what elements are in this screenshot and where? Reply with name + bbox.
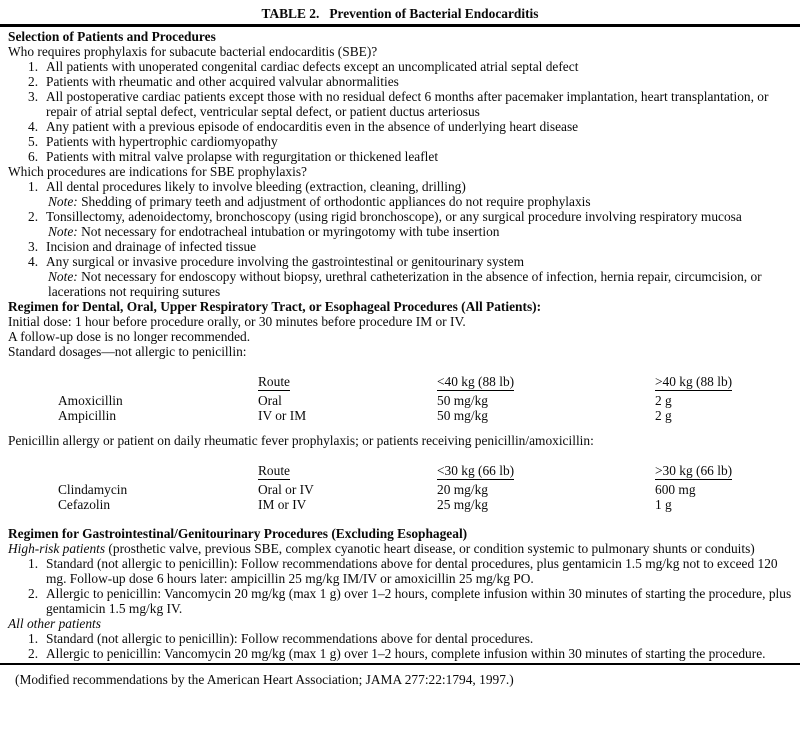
dosage-table-allergy	[8, 463, 792, 512]
col-header-under-40kg: <40 kg (88 lb)	[437, 373, 515, 389]
table-row	[8, 408, 792, 423]
item-text: Patients with mitral valve prolapse with regurgitation or thickened leaflet	[46, 148, 439, 164]
item-text: All patients with unoperated congenital cardiac defects except an uncomplicated atrial septal defect	[46, 58, 579, 74]
gi-highrisk-item-2	[28, 586, 792, 616]
cell-dose-large: 2 g	[655, 392, 672, 408]
col-header-route: Route	[258, 462, 290, 478]
note-line-2	[48, 224, 792, 239]
col-header-route: Route	[258, 373, 290, 389]
high-risk-text: (prosthetic valve, previous SBE, complex cyanotic heart disease, or condition systemic to pulmonary shunts or conduits)	[105, 540, 755, 556]
item-number: 2.	[28, 73, 39, 89]
dental-standard-dosages-line: Standard dosages—not allergic to penicillin:	[8, 343, 247, 359]
procedure-item-3	[28, 239, 792, 254]
cell-drug: Ampicillin	[58, 407, 117, 423]
procedure-item-2	[28, 209, 792, 224]
item-text: Allergic to penicillin: Vancomycin 20 mg/kg (max 1 g) over 1–2 hours, complete infusion within 30 minutes of starting the procedure, plus gentamicin 1.5 mg/kg IV.	[46, 585, 792, 616]
table-number-label: TABLE 2.	[261, 6, 320, 21]
gi-other-item-2	[28, 646, 792, 661]
cell-route: IV or IM	[258, 407, 307, 423]
cell-dose-large: 600 mg	[655, 481, 696, 497]
cell-route: Oral	[258, 392, 282, 408]
note-label: Note:	[48, 223, 78, 239]
cell-dose-large: 2 g	[655, 407, 672, 423]
note-line-3	[48, 269, 792, 299]
item-number: 2.	[28, 208, 39, 224]
document-page	[8, 6, 792, 687]
item-text: Tonsillectomy, adenoidectomy, bronchoscopy (using rigid bronchoscope), or any surgical procedure involving respiratory mucosa	[46, 208, 742, 224]
note-text: Not necessary for endotracheal intubation or myringotomy with tube insertion	[81, 223, 500, 239]
top-rule	[0, 24, 800, 27]
patient-criteria-item-5	[28, 134, 792, 149]
dental-initial-dose-line: Initial dose: 1 hour before procedure orally, or 30 minutes before procedure IM or IV.	[8, 313, 466, 329]
note-label: Note:	[48, 268, 78, 284]
cell-dose-small: 50 mg/kg	[437, 407, 488, 423]
item-number: 1.	[28, 178, 39, 194]
cell-dose-small: 20 mg/kg	[437, 481, 488, 497]
item-number: 4.	[28, 253, 39, 269]
col-header-over-30kg: >30 kg (66 lb)	[655, 462, 733, 478]
item-text: All postoperative cardiac patients except those with no residual defect 6 months after pacemaker implantation, heart transplantation, or repair of atrial septal defect, ventricular septal defect, or patient ductus arteriosus	[46, 88, 769, 119]
item-text: All dental procedures likely to involve bleeding (extraction, cleaning, drilling)	[46, 178, 466, 194]
cell-drug: Cefazolin	[58, 496, 111, 512]
patient-criteria-item-2	[28, 74, 792, 89]
item-text: Any patient with a previous episode of endocarditis even in the absence of underlying heart disease	[46, 118, 579, 134]
item-text: Incision and drainage of infected tissue	[46, 238, 257, 254]
all-other-patients-label: All other patients	[8, 615, 101, 631]
table-row	[8, 482, 792, 497]
table-header-empty	[8, 463, 258, 480]
item-text: Allergic to penicillin: Vancomycin 20 mg/kg (max 1 g) over 1–2 hours, complete infusion within 30 minutes of starting the procedure.	[46, 645, 766, 661]
col-header-under-30kg: <30 kg (66 lb)	[437, 462, 515, 478]
table-header-row	[8, 374, 792, 391]
item-number: 4.	[28, 118, 39, 134]
penicillin-allergy-line: Penicillin allergy or patient on daily rheumatic fever prophylaxis; or patients receiving penicillin/amoxicillin:	[8, 432, 594, 448]
table-row	[8, 393, 792, 408]
procedure-item-1	[28, 179, 792, 194]
item-number: 2.	[28, 585, 39, 601]
question-who-requires: Who requires prophylaxis for subacute bacterial endocarditis (SBE)?	[8, 43, 378, 59]
item-text: Patients with rheumatic and other acquired valvular abnormalities	[46, 73, 399, 89]
table-title-text: Prevention of Bacterial Endocarditis	[329, 6, 539, 21]
table-header-row	[8, 463, 792, 480]
item-number: 3.	[28, 238, 39, 254]
patient-criteria-item-3	[28, 89, 792, 119]
procedure-item-4	[28, 254, 792, 269]
note-label: Note:	[48, 193, 78, 209]
table-title	[8, 6, 792, 21]
high-risk-patients-line	[8, 541, 792, 556]
item-text: Standard (not allergic to penicillin): Follow recommendations above for dental procedures, plus gentamicin 1.5 mg/kg not to exceed 120 mg. Follow-up dose 6 hours later: ampicillin 25 mg/kg IM/IV or amoxicillin 25 mg/kg PO.	[46, 555, 778, 586]
col-header-over-40kg: >40 kg (88 lb)	[655, 373, 733, 389]
note-line-1	[48, 194, 792, 209]
item-number: 1.	[28, 58, 39, 74]
item-number: 1.	[28, 630, 39, 646]
section-heading-dental-regimen: Regimen for Dental, Oral, Upper Respiratory Tract, or Esophageal Procedures (All Patients):	[8, 298, 542, 314]
question-which-procedures: Which procedures are indications for SBE prophylaxis?	[8, 163, 307, 179]
table-row	[8, 497, 792, 512]
item-text: Patients with hypertrophic cardiomyopathy	[46, 133, 278, 149]
patient-criteria-item-4	[28, 119, 792, 134]
dosage-table-standard	[8, 374, 792, 423]
cell-drug: Amoxicillin	[58, 392, 123, 408]
patient-criteria-item-1	[28, 59, 792, 74]
section-heading-selection: Selection of Patients and Procedures	[8, 28, 216, 44]
item-number: 6.	[28, 148, 39, 164]
item-text: Any surgical or invasive procedure involving the gastrointestinal or genitourinary system	[46, 253, 524, 269]
gi-highrisk-item-1	[28, 556, 792, 586]
cell-drug: Clindamycin	[58, 481, 128, 497]
dental-followup-line: A follow-up dose is no longer recommended.	[8, 328, 251, 344]
item-text: Standard (not allergic to penicillin): Follow recommendations above for dental procedures.	[46, 630, 534, 646]
cell-dose-large: 1 g	[655, 496, 672, 512]
cell-dose-small: 25 mg/kg	[437, 496, 488, 512]
item-number: 3.	[28, 88, 39, 104]
cell-route: IM or IV	[258, 496, 307, 512]
patient-criteria-item-6	[28, 149, 792, 164]
cell-dose-small: 50 mg/kg	[437, 392, 488, 408]
bottom-rule	[0, 663, 800, 666]
high-risk-label: High-risk patients	[8, 540, 106, 556]
cell-route: Oral or IV	[258, 481, 314, 497]
note-text: Shedding of primary teeth and adjustment of orthodontic appliances do not require prophylaxis	[81, 193, 591, 209]
item-number: 2.	[28, 645, 39, 661]
section-heading-gi-regimen: Regimen for Gastrointestinal/Genitourinary Procedures (Excluding Esophageal)	[8, 525, 468, 541]
note-text: Not necessary for endoscopy without biopsy, urethral catheterization in the absence of infection, hernia repair, circumcision, or lacerations not requiring sutures	[48, 268, 762, 299]
table-header-empty	[8, 374, 258, 391]
item-number: 5.	[28, 133, 39, 149]
gi-other-item-1	[28, 631, 792, 646]
footer-citation: (Modified recommendations by the American Heart Association; JAMA 277:22:1794, 1997.)	[15, 672, 514, 687]
item-number: 1.	[28, 555, 39, 571]
